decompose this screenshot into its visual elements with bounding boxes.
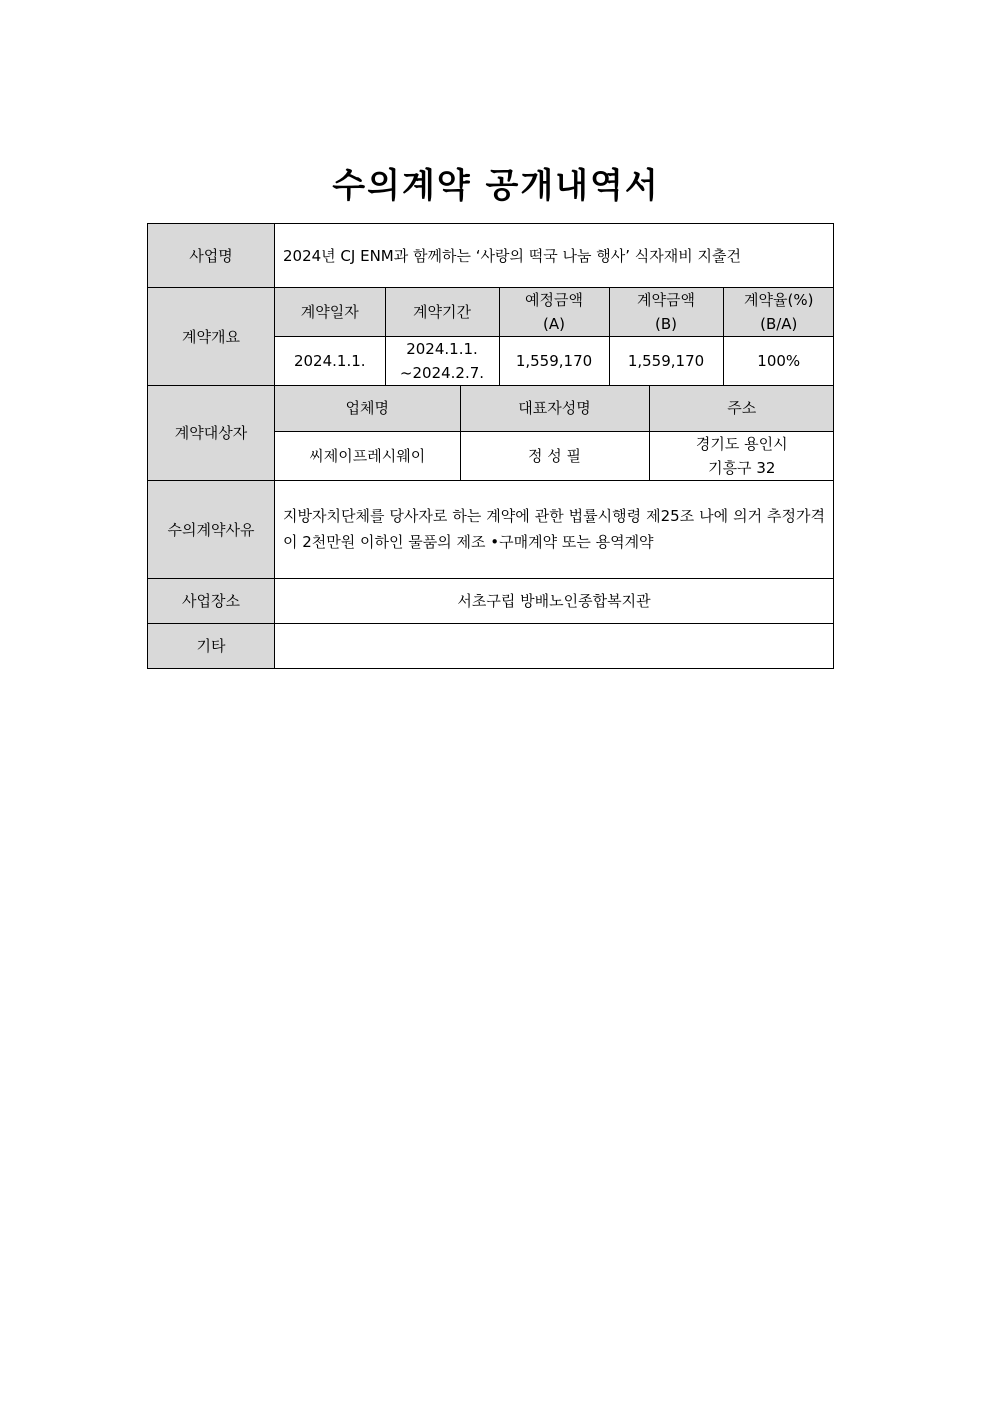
reason-row: [148, 480, 834, 578]
contract-overview-row: [148, 288, 834, 386]
contractor-table: [275, 386, 834, 480]
representative-value: 정 성 필: [460, 431, 649, 480]
disclosure-table: [147, 223, 834, 669]
representative-header: 대표자성명: [460, 386, 649, 431]
other-label: 기타: [148, 623, 275, 668]
contract-period-value: 2024.1.1. ~2024.2.7.: [385, 337, 499, 386]
contractor-label: 계약대상자: [148, 386, 275, 481]
location-value: 서초구립 방배노인종합복지관: [275, 578, 834, 623]
contract-rate-header: 계약율(%) (B/A): [723, 288, 834, 337]
contractor-cell: [275, 386, 834, 481]
address-header: 주소: [649, 386, 834, 431]
contract-amount-value: 1,559,170: [609, 337, 723, 386]
contractor-row: [148, 386, 834, 481]
contract-overview-cell: [275, 288, 834, 386]
contract-amount-header: 계약금액 (B): [609, 288, 723, 337]
contract-overview-table: [275, 288, 834, 385]
contract-overview-label: 계약개요: [148, 288, 275, 386]
project-name-row: [148, 224, 834, 288]
reason-label: 수의계약사유: [148, 480, 275, 578]
estimated-amount-header: 예정금액 (A): [499, 288, 609, 337]
other-value: [275, 623, 834, 668]
other-row: [148, 623, 834, 668]
company-name-header: 업체명: [275, 386, 460, 431]
estimated-amount-value: 1,559,170: [499, 337, 609, 386]
contract-date-header: 계약일자: [275, 288, 385, 337]
contract-rate-value: 100%: [723, 337, 834, 386]
reason-value: 지방자치단체를 당사자로 하는 계약에 관한 법률시행령 제25조 나에 의거 추정가격이 2천만원 이하인 물품의 제조 •구매계약 또는 용역계약: [275, 480, 834, 578]
project-name-label: 사업명: [148, 224, 275, 288]
address-value: 경기도 용인시 기흥구 32: [649, 431, 834, 480]
company-name-value: 씨제이프레시웨이: [275, 431, 460, 480]
location-label: 사업장소: [148, 578, 275, 623]
contract-period-header: 계약기간: [385, 288, 499, 337]
page-title: 수의계약 공개내역서: [332, 166, 660, 206]
location-row: [148, 578, 834, 623]
contract-date-value: 2024.1.1.: [275, 337, 385, 386]
project-name-value: 2024년 CJ ENM과 함께하는 ‘사랑의 떡국 나눔 행사’ 식자재비 지출건: [275, 224, 834, 288]
